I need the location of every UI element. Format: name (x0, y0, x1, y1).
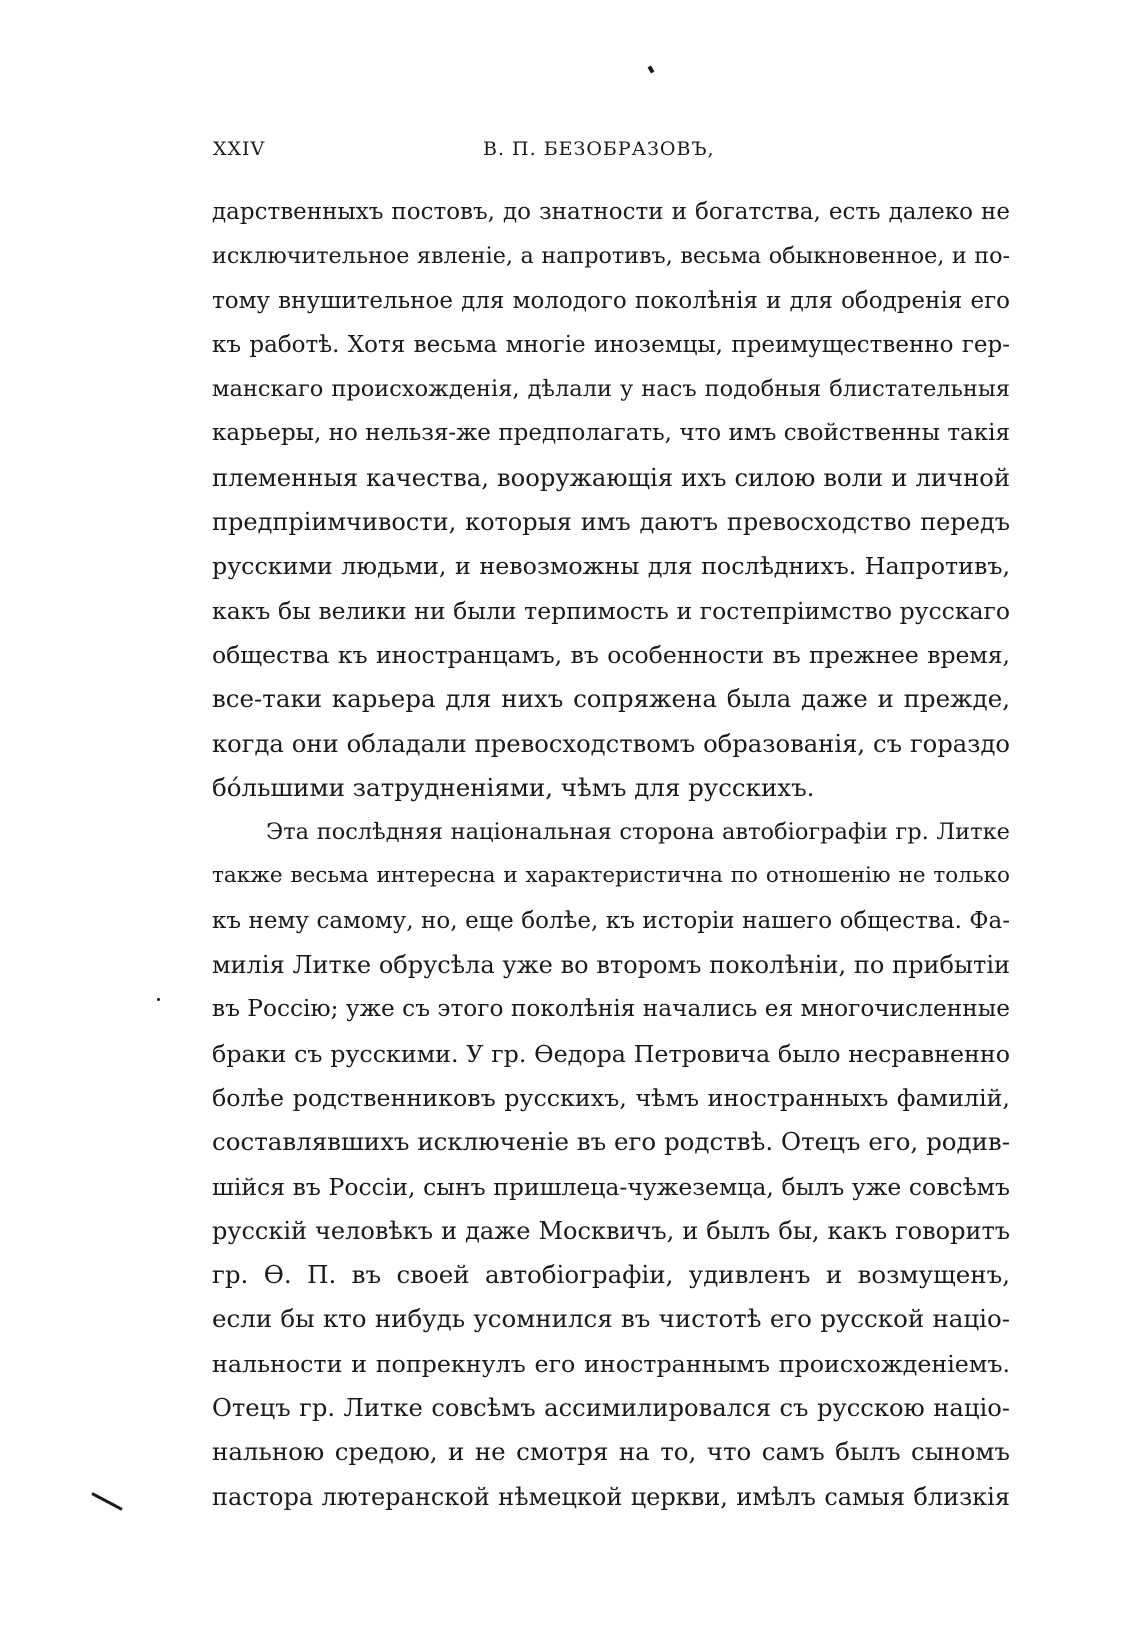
text-line: общества къ иностранцамъ, въ особенности въ прежнее время, (212, 640, 1010, 669)
scan-mark-bottom (91, 1492, 122, 1511)
text-line: какъ бы велики ни были терпимость и гостепріимство русскаго (212, 596, 1010, 625)
text-line: когда они обладали превосходствомъ образованія, съ гораздо (212, 728, 1010, 758)
text-line: шійся въ Россіи, сынъ пришлеца-чужеземца, былъ уже совсѣмъ (212, 1172, 1010, 1201)
text-line: Эта послѣдняя національная сторона автобіографіи гр. Литке (266, 819, 1010, 846)
text-line: болѣе родственниковъ русскихъ, чѣмъ иностранныхъ фамилій, (212, 1083, 1010, 1112)
text-line: также весьма интересна и характеристична по отношенію не только (212, 863, 1010, 889)
paragraph-1 (212, 190, 1010, 810)
text-line: все-таки карьера для нихъ сопряжена была даже и прежде, (212, 684, 1010, 714)
text-line: браки съ русскими. У гр. Ѳедора Петровича было несравненно (212, 1039, 1010, 1068)
text-line: нальною средою, и не смотря на то, что самъ былъ сыномъ (212, 1437, 1010, 1467)
text-line: дарственныхъ постовъ, до знатности и богатства, есть далеко не (212, 199, 1010, 225)
text-line: къ работѣ. Хотя весьма многіе иноземцы, преимущественно гер- (212, 331, 1010, 358)
paragraph-2 (212, 810, 1010, 1519)
text-line: милія Литке обрусѣла уже во второмъ поколѣніи, по прибытіи (212, 951, 1010, 980)
text-line: манскаго происхожденія, дѣлали у насъ подобныя блистательныя (212, 376, 1010, 403)
text-line: бóльшими затрудненіями, чѣмъ для русскихъ. (212, 772, 815, 802)
text-line: карьеры, но нельзя-же предполагать, что имъ свойственны такія (212, 420, 1010, 447)
text-line: племенныя качества, вооружающія ихъ силою воли и личной (212, 462, 1010, 492)
running-title: В. П. БЕЗОБРАЗОВЪ, (483, 138, 715, 160)
page-number: XXIV (213, 138, 266, 160)
text-line: гр. Ѳ. П. въ своей автобіографіи, удивленъ и возмущенъ, (212, 1260, 1010, 1290)
text-line: Отецъ гр. Литке совсѣмъ ассимилировался съ русскою націо- (212, 1393, 1010, 1423)
text-line: если бы кто нибудь усомнился въ чистотѣ его русской націо- (212, 1304, 1010, 1334)
text-line: нальности и попрекнулъ его иностраннымъ происхожденіемъ. (212, 1349, 1010, 1378)
text-line: составлявшихъ исключеніе въ его родствѣ. Отецъ его, родив- (212, 1127, 1010, 1157)
scan-mark-left (157, 998, 160, 1001)
scan-mark-top (648, 65, 655, 73)
text-line: русскими людьми, и невозможны для послѣднихъ. Напротивъ, (212, 552, 1010, 581)
body-text (212, 190, 1010, 1519)
text-line: русскій человѣкъ и даже Москвичъ, и былъ бы, какъ говоритъ (212, 1216, 1010, 1245)
text-line: къ нему самому, но, еще болѣе, къ исторіи нашего общества. Фа- (212, 907, 1010, 934)
running-head (213, 138, 1013, 168)
text-line: пастора лютеранской нѣмецкой церкви, имѣлъ самыя близкія (212, 1482, 1010, 1511)
text-line: предпріимчивости, которыя имъ даютъ превосходство передъ (212, 508, 1010, 537)
text-line: тому внушительное для молодого поколѣнія и для ободренія его (212, 287, 1010, 314)
text-line: исключительное явленіе, а напротивъ, весьма обыкновенное, и по- (212, 243, 1010, 270)
text-line: въ Россію; уже съ этого поколѣнія начались ея многочисленные (212, 995, 1010, 1023)
